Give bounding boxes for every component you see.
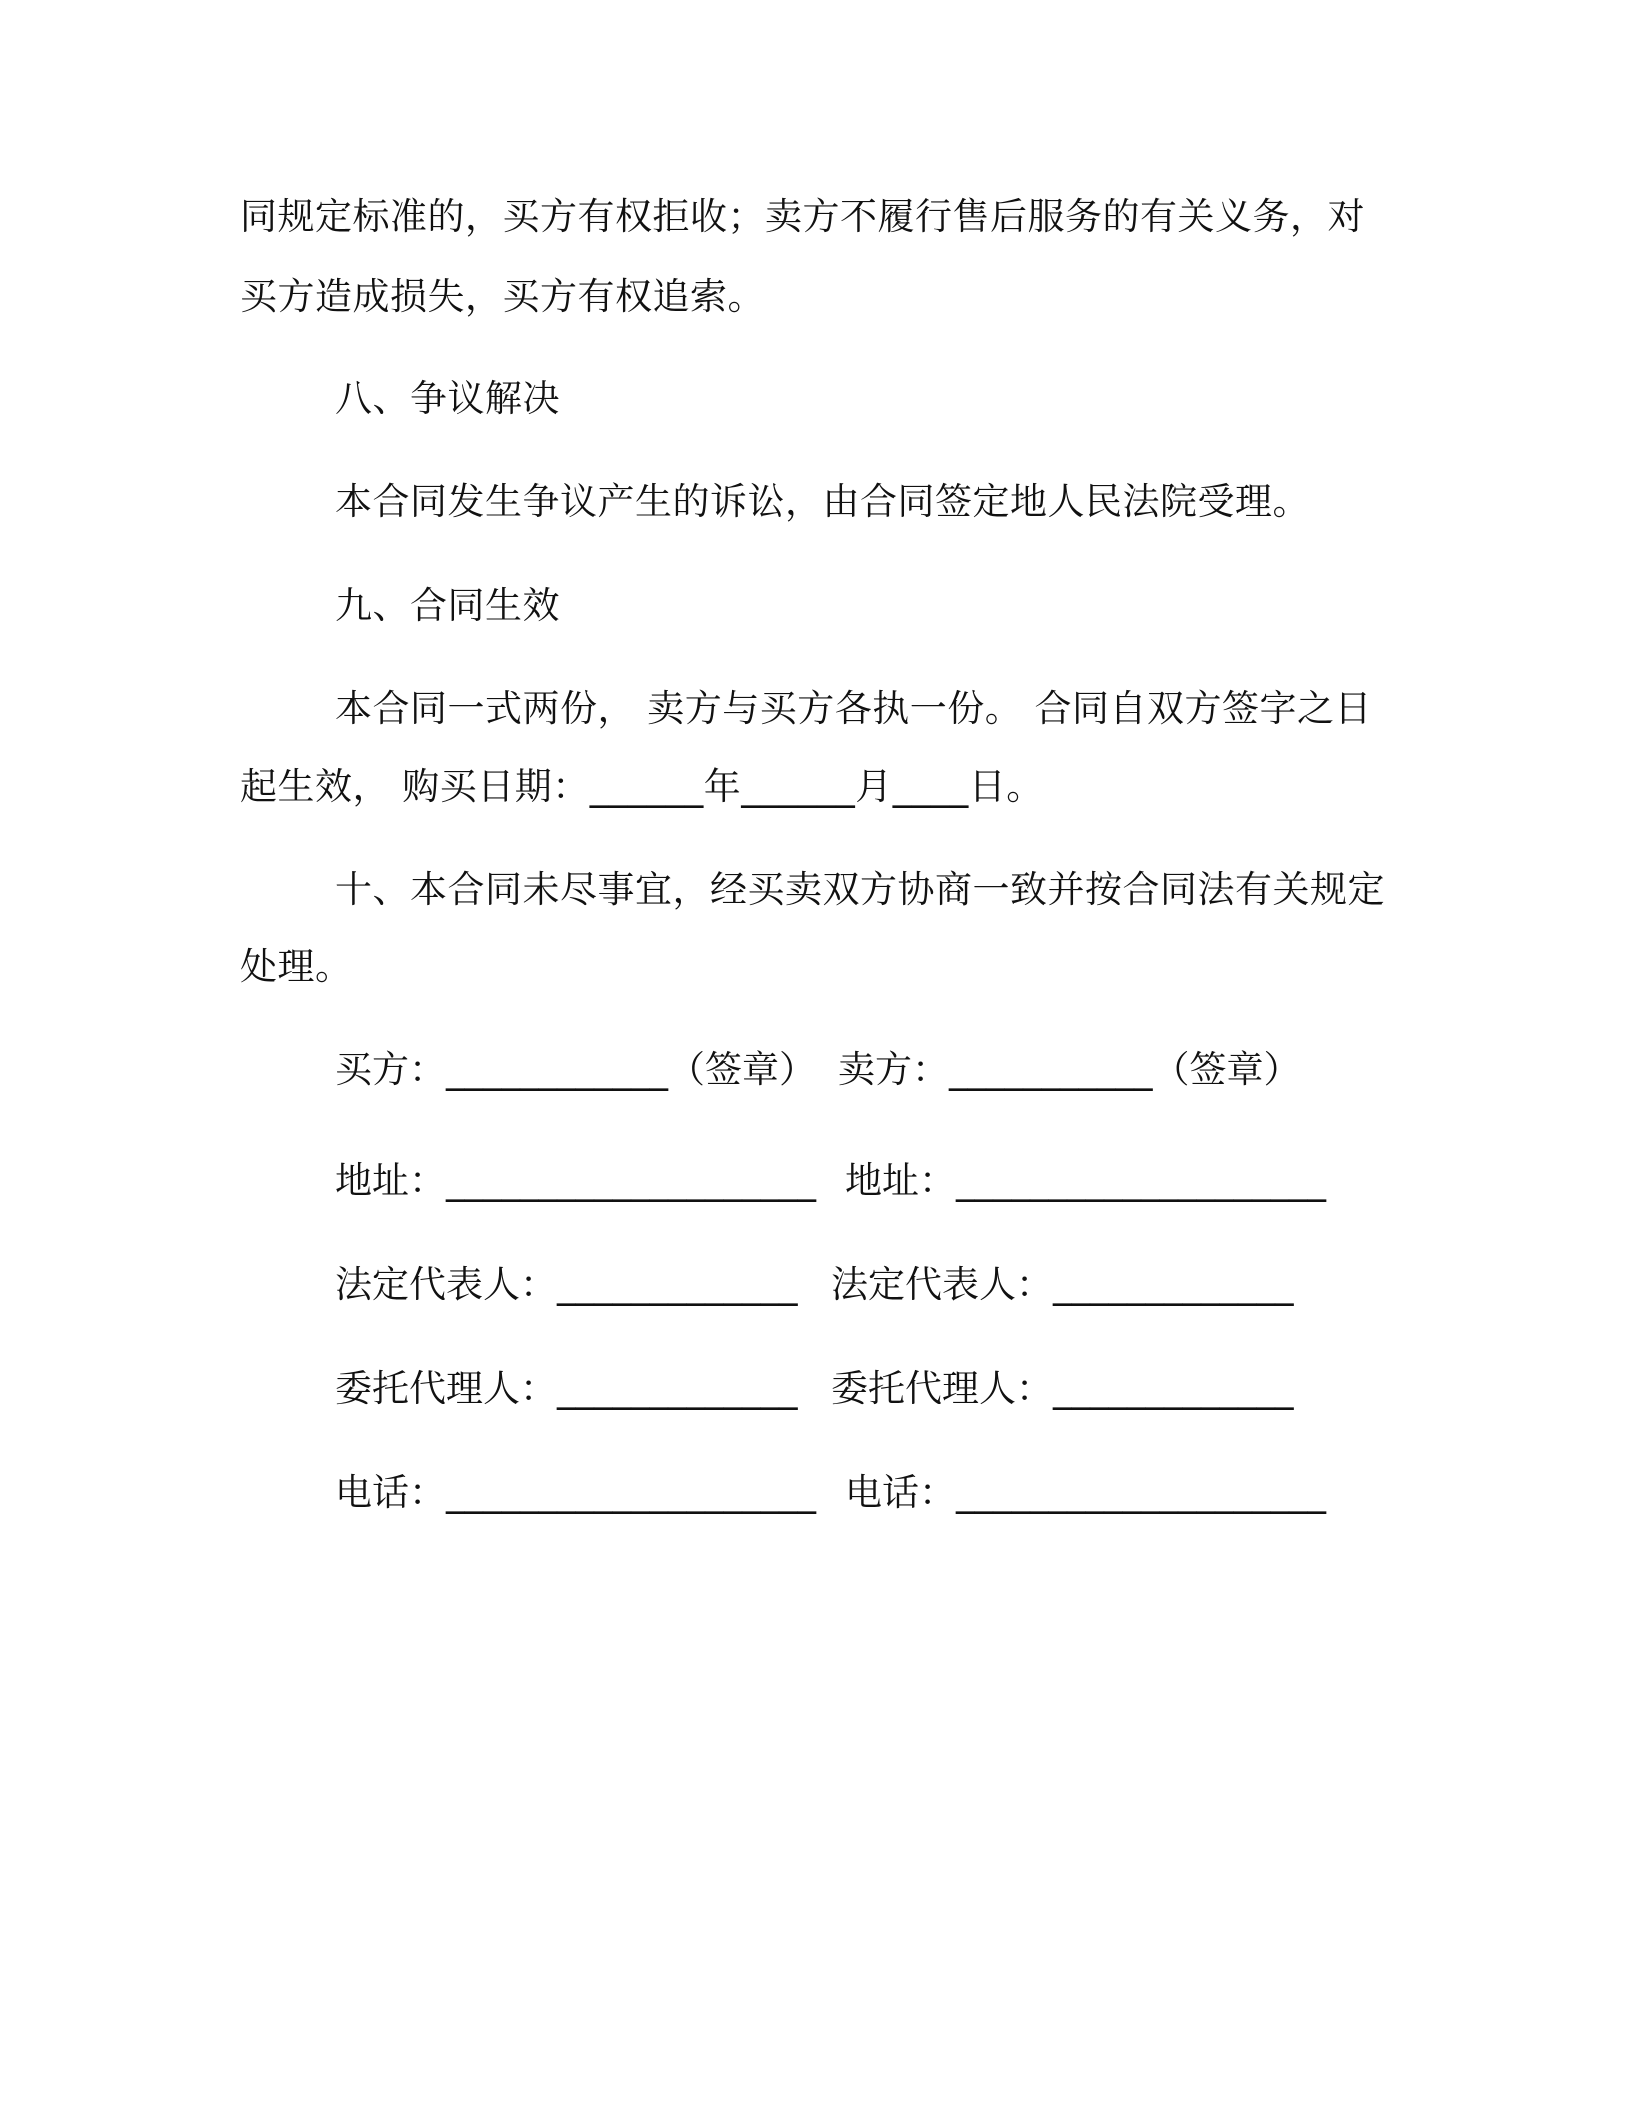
section-body-dispute: 本合同发生争议产生的诉讼，由合同签定地人民法院受理。: [335, 480, 1310, 523]
section-body-effect-line2: 起生效， 购买日期：______年______月____日。: [240, 765, 1044, 808]
signature-row-phone: [335, 1469, 1326, 1661]
section-other-line2: 处理。: [240, 945, 353, 988]
section-heading-effect: 九、合同生效: [335, 584, 560, 627]
paragraph-line: 买方造成损失，买方有权追索。: [240, 275, 765, 318]
section-body-effect-line1: 本合同一式两份， 卖方与买方各执一份。 合同自双方签字之日: [335, 687, 1373, 730]
seller-legal-rep: 法定代表人：_____________: [831, 1263, 1294, 1306]
seller-agent: 委托代理人：_____________: [831, 1367, 1294, 1410]
buyer-legal-rep: 法定代表人：_____________: [335, 1263, 798, 1306]
buyer-address: 地址：____________________: [335, 1159, 816, 1202]
section-heading-dispute: 八、争议解决: [335, 377, 560, 420]
paragraph-line: 同规定标准的，买方有权拒收；卖方不履行售后服务的有关义务，对: [240, 195, 1365, 238]
buyer-phone: 电话：____________________: [335, 1471, 816, 1514]
seller-address: 地址：____________________: [845, 1159, 1326, 1202]
buyer-agent: 委托代理人：_____________: [335, 1367, 798, 1410]
seller-phone: 电话：____________________: [845, 1471, 1326, 1514]
seller-signature: 卖方：___________（签章）: [838, 1048, 1301, 1091]
section-other-line1: 十、本合同未尽事宜，经买卖双方协商一致并按合同法有关规定: [335, 868, 1385, 911]
buyer-signature: 买方：____________（签章）: [335, 1048, 816, 1091]
